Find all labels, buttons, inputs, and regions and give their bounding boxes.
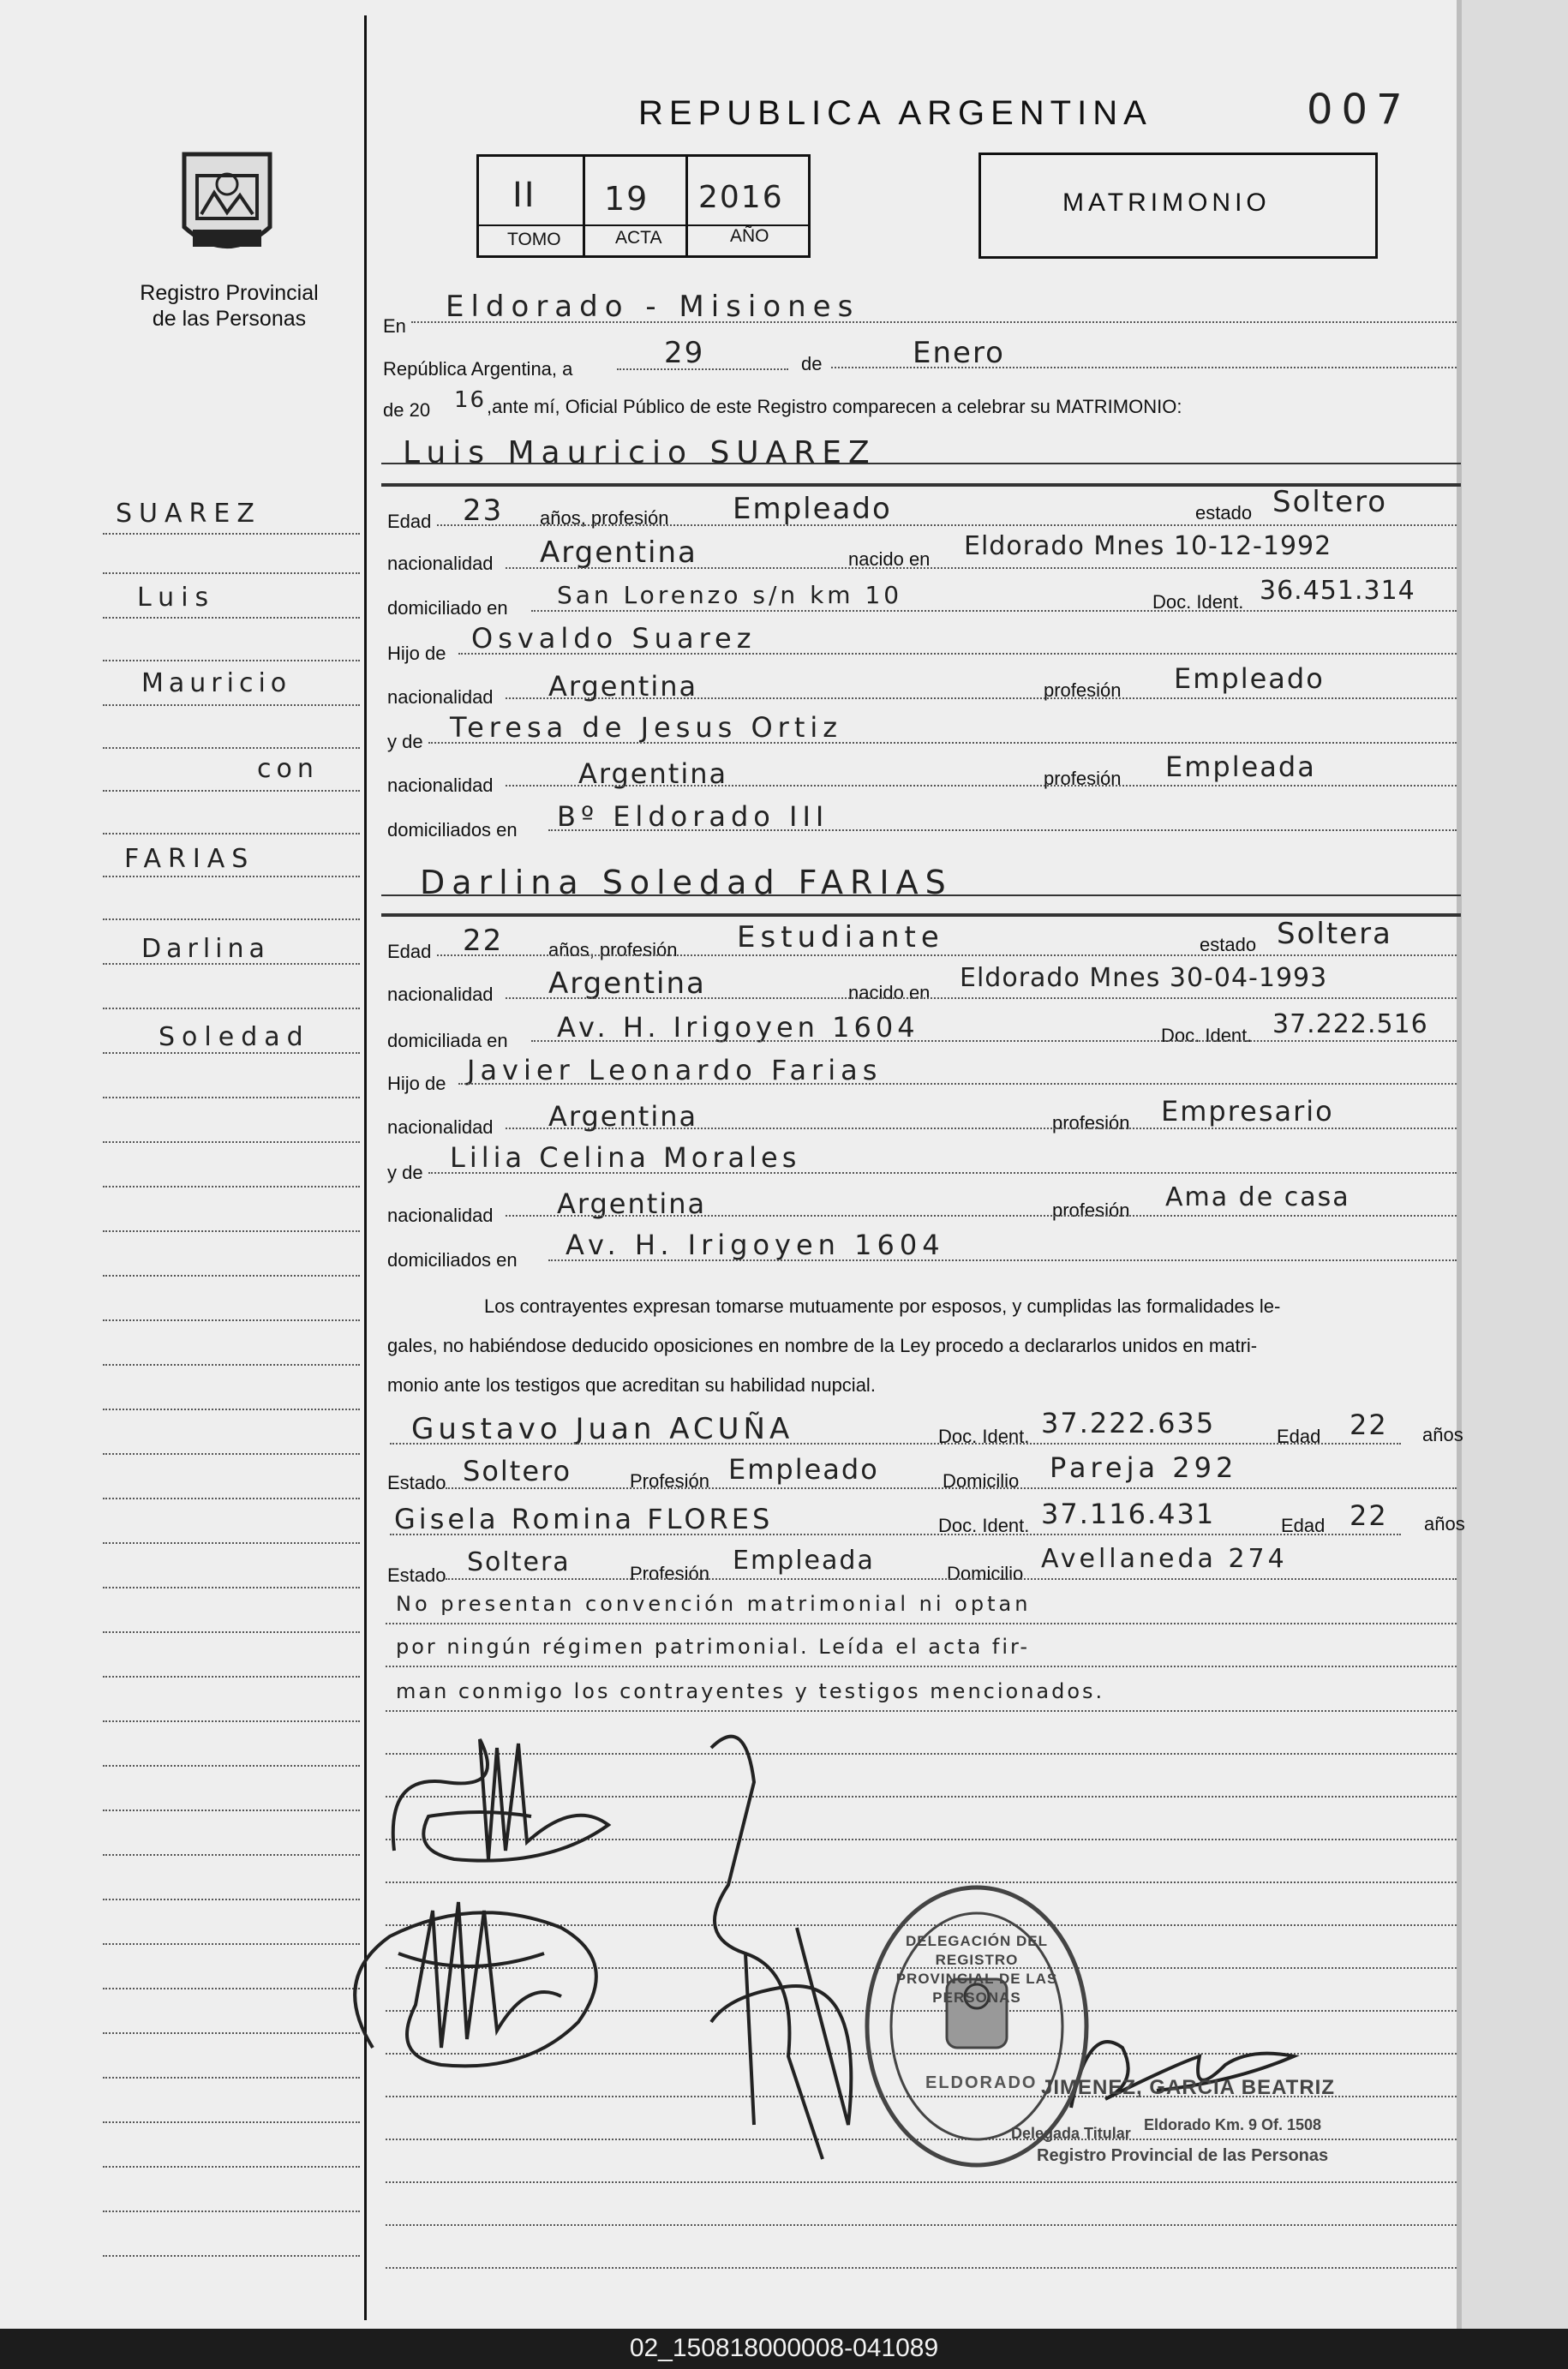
bride-age: 22 — [463, 924, 504, 958]
groom-nacido-label: nacido en — [848, 548, 931, 570]
place-value: Eldorado - Misiones — [446, 290, 860, 324]
groom-mother: Teresa de Jesus Ortiz — [450, 711, 843, 744]
groom-father-line — [458, 653, 1457, 655]
witness-signature — [677, 1714, 874, 2168]
observation-rule — [386, 1623, 1457, 1624]
groom-address: San Lorenzo s/n km 10 — [557, 581, 903, 609]
bride-domiciliados-label: domiciliados en — [387, 1249, 518, 1271]
groom-mother-nationality: Argentina — [578, 757, 728, 790]
bride-signature — [338, 1876, 621, 2099]
month-value: Enero — [913, 336, 1005, 370]
groom-anos-profesion-label: años, profesión — [540, 507, 669, 529]
groom-yde-label: y de — [387, 731, 423, 752]
declaration-line: monio ante los testigos que acreditan su habilidad nupcial. — [387, 1374, 876, 1396]
bride-father-profession: Empresario — [1161, 1095, 1334, 1128]
witness1-profession: Empleado — [728, 1453, 879, 1486]
witness2-name-line — [390, 1534, 1401, 1535]
day-value: 29 — [664, 336, 705, 370]
official-org: Registro Provincial de las Personas — [1037, 2146, 1329, 2165]
tomo-value: II — [512, 176, 536, 215]
witness1-age: 22 — [1350, 1409, 1388, 1441]
groom-mother-profession: Empleada — [1165, 751, 1316, 783]
bride-anos-profesion-label: años, profesión — [548, 939, 678, 960]
bride-nationality: Argentina — [548, 966, 706, 1001]
bride-mother-nationality: Argentina — [557, 1187, 707, 1220]
bride-birth: Eldorado Mnes 30-04-1993 — [960, 963, 1328, 993]
intro-statement: ,ante mí, Oficial Público de este Registro comparecen a celebrar su MATRIMONIO: — [487, 396, 1182, 417]
province-seal-icon — [171, 146, 283, 264]
official-location-code: Eldorado Km. 9 Of. 1508 — [1144, 2116, 1322, 2133]
official-title: Delegada Titular — [1011, 2125, 1131, 2142]
witness2-status: Soltera — [467, 1547, 571, 1577]
groom-estado-label: estado — [1195, 502, 1253, 523]
bride-mother-profesion-label: profesión — [1052, 1199, 1130, 1221]
witness2-profesion-label: Profesión — [630, 1563, 709, 1584]
groom-mother-nationality-line — [506, 785, 1457, 787]
bride-nacionalidad-label: nacionalidad — [387, 984, 494, 1005]
witness2-detail-line — [446, 1578, 1457, 1580]
folio-number: 007 — [1307, 86, 1411, 134]
witness1-status: Soltero — [463, 1455, 572, 1487]
bride-doc: 37.222.516 — [1272, 1009, 1428, 1039]
bride-address: Av. H. Irigoyen 1604 — [557, 1011, 919, 1044]
groom-mother-nacionalidad-label: nacionalidad — [387, 775, 494, 796]
de-label: de — [801, 353, 823, 374]
groom-full-name: Luis Mauricio SUAREZ — [403, 435, 877, 470]
record-box-divider — [583, 154, 585, 255]
footer-bar — [0, 2329, 1568, 2369]
groom-nationality-line — [506, 567, 1457, 569]
bride-father-nationality: Argentina — [548, 1100, 698, 1133]
groom-doc: 36.451.314 — [1260, 576, 1415, 606]
witness1-edad-label: Edad — [1277, 1426, 1321, 1447]
groom-parents-address-line — [548, 829, 1457, 831]
groom-signature — [377, 1722, 634, 1893]
bride-name-line — [381, 894, 1461, 896]
registry-name-line1: Registro Provincial — [140, 281, 319, 305]
image-id: 02_150818000008-041089 — [629, 2334, 939, 2362]
witness2-name: Gisela Romina FLORES — [394, 1503, 774, 1535]
registry-name — [111, 280, 347, 332]
bride-father-nationality-line — [506, 1128, 1457, 1129]
bride-profession: Estudiante — [737, 920, 944, 954]
groom-father-profesion-label: profesión — [1044, 679, 1122, 701]
groom-parents-address: Bº Eldorado III — [557, 800, 829, 833]
groom-nacionalidad-label: nacionalidad — [387, 553, 494, 574]
declaration-line: Los contrayentes expresan tomarse mutuamente por esposos, y cumplidas las formalidades le- — [484, 1295, 1281, 1317]
groom-domiciliados-label: domiciliados en — [387, 819, 518, 841]
bride-address-line — [531, 1040, 1457, 1042]
bride-edad-label: Edad — [387, 941, 432, 962]
bride-nacido-label: nacido en — [848, 982, 931, 1003]
groom-mother-line — [428, 742, 1457, 744]
witness1-doc: 37.222.635 — [1041, 1407, 1216, 1439]
groom-father-nacionalidad-label: nacionalidad — [387, 686, 494, 708]
witness1-estado-label: Estado — [387, 1472, 446, 1493]
official-name: JIMENEZ, GARCIA BEATRIZ — [1041, 2076, 1336, 2099]
witness2-doc-label: Doc. Ident. — [938, 1515, 1030, 1536]
witness2-anos-label: años — [1424, 1513, 1465, 1534]
bride-domiciliada-label: domiciliada en — [387, 1030, 508, 1051]
bride-nationality-line — [506, 997, 1457, 999]
margin-note: Soledad — [159, 1022, 310, 1052]
bride-estado-label: estado — [1200, 934, 1257, 955]
groom-profession: Empleado — [733, 492, 892, 526]
groom-address-line — [531, 610, 1457, 612]
record-box-divider — [685, 154, 688, 255]
margin-note: Mauricio — [141, 668, 292, 698]
bride-father-profesion-label: profesión — [1052, 1112, 1130, 1134]
tomo-label: TOMO — [507, 230, 561, 249]
margin-note: con — [257, 754, 319, 784]
bride-mother-nacionalidad-label: nacionalidad — [387, 1205, 494, 1226]
witness2-doc: 37.116.431 — [1041, 1498, 1216, 1530]
acta-label: ACTA — [615, 228, 662, 248]
observation-line: man conmigo los contrayentes y testigos mencionados. — [396, 1679, 1105, 1703]
declaration-line: gales, no habiéndose deducido oposiciones en nombre de la Ley procedo a declararlos unidos en matri- — [387, 1335, 1258, 1356]
bride-parents-address-line — [548, 1259, 1457, 1261]
bride-father-nacionalidad-label: nacionalidad — [387, 1116, 494, 1138]
margin-note: SUAREZ — [116, 499, 261, 529]
groom-age: 23 — [463, 494, 504, 528]
observation-rule — [386, 1710, 1457, 1712]
groom-doc-label: Doc. Ident. — [1152, 591, 1244, 613]
groom-age-line — [437, 524, 1457, 526]
observation-rule — [386, 1666, 1457, 1667]
witness2-address: Avellaneda 274 — [1041, 1544, 1288, 1574]
groom-mother-profesion-label: profesión — [1044, 768, 1122, 789]
witness1-anos-label: años — [1422, 1424, 1463, 1445]
country-title: REPUBLICA ARGENTINA — [638, 94, 1152, 132]
bride-full-name: Darlina Soledad FARIAS — [420, 864, 953, 901]
bride-age-line — [437, 954, 1457, 956]
year-suffix: 16 — [454, 387, 487, 413]
witness1-address: Pareja 292 — [1050, 1451, 1238, 1484]
bride-parents-address: Av. H. Irigoyen 1604 — [566, 1229, 945, 1261]
acta-value: 19 — [604, 180, 649, 218]
witness2-edad-label: Edad — [1281, 1515, 1326, 1536]
witness1-profesion-label: Profesión — [630, 1470, 709, 1492]
witness2-estado-label: Estado — [387, 1564, 446, 1586]
groom-father-nationality-line — [506, 697, 1457, 699]
bride-father-line — [458, 1083, 1457, 1085]
witness2-profession: Empleada — [733, 1546, 875, 1576]
groom-domiciliado-label: domiciliado en — [387, 597, 508, 619]
observation-line: No presentan convención matrimonial ni optan — [396, 1592, 1032, 1616]
bride-doc-label: Doc. Ident. — [1161, 1025, 1253, 1046]
ano-label: AÑO — [730, 226, 769, 246]
bride-marital-status: Soltera — [1277, 917, 1392, 951]
groom-hijo-label: Hijo de — [387, 643, 446, 664]
stamp-ring-text: DELEGACIÓN DEL REGISTRO PROVINCIAL DE LAS PERSONAS — [895, 1933, 1058, 2006]
margin-note: Darlina — [141, 934, 270, 964]
official-signature — [1054, 2013, 1311, 2125]
groom-birth: Eldorado Mnes 10-12-1992 — [964, 531, 1332, 561]
bride-mother-line — [428, 1172, 1457, 1174]
ano-value: 2016 — [698, 180, 784, 215]
witness1-domicilio-label: Domicilio — [943, 1470, 1020, 1492]
witness1-doc-label: Doc. Ident. — [938, 1426, 1030, 1447]
groom-father-nationality: Argentina — [548, 670, 698, 703]
bride-mother-profession: Ama de casa — [1165, 1182, 1350, 1212]
year-prefix: de 20 — [383, 399, 431, 421]
witness1-name: Gustavo Juan ACUÑA — [411, 1412, 794, 1446]
registry-name-line2: de las Personas — [152, 307, 307, 331]
groom-father: Osvaldo Suarez — [471, 622, 757, 655]
groom-name-line — [381, 463, 1461, 464]
groom-nationality: Argentina — [540, 535, 697, 570]
bride-mother-nationality-line — [506, 1215, 1457, 1217]
witness2-domicilio-label: Domicilio — [947, 1563, 1024, 1584]
margin-note: FARIAS — [124, 844, 255, 874]
groom-edad-label: Edad — [387, 511, 432, 532]
witness1-name-line — [390, 1443, 1401, 1445]
witness2-age: 22 — [1350, 1499, 1388, 1532]
bride-yde-label: y de — [387, 1162, 423, 1183]
bride-father: Javier Leonardo Farias — [467, 1054, 883, 1086]
groom-father-profession: Empleado — [1174, 662, 1325, 695]
observation-line: por ningún régimen patrimonial. Leída el acta fir- — [396, 1635, 1031, 1659]
stamp-center-text: ELDORADO — [925, 2073, 1038, 2092]
witness1-detail-line — [446, 1487, 1457, 1489]
en-label: En — [383, 315, 406, 337]
bride-mother: Lilia Celina Morales — [450, 1141, 801, 1174]
margin-note: Luis — [137, 583, 216, 613]
page-stack — [1462, 0, 1568, 2329]
bride-hijo-label: Hijo de — [387, 1073, 446, 1094]
groom-marital-status: Soltero — [1272, 485, 1388, 519]
document-type: MATRIMONIO — [1062, 188, 1271, 217]
republic-label: República Argentina, a — [383, 358, 573, 380]
